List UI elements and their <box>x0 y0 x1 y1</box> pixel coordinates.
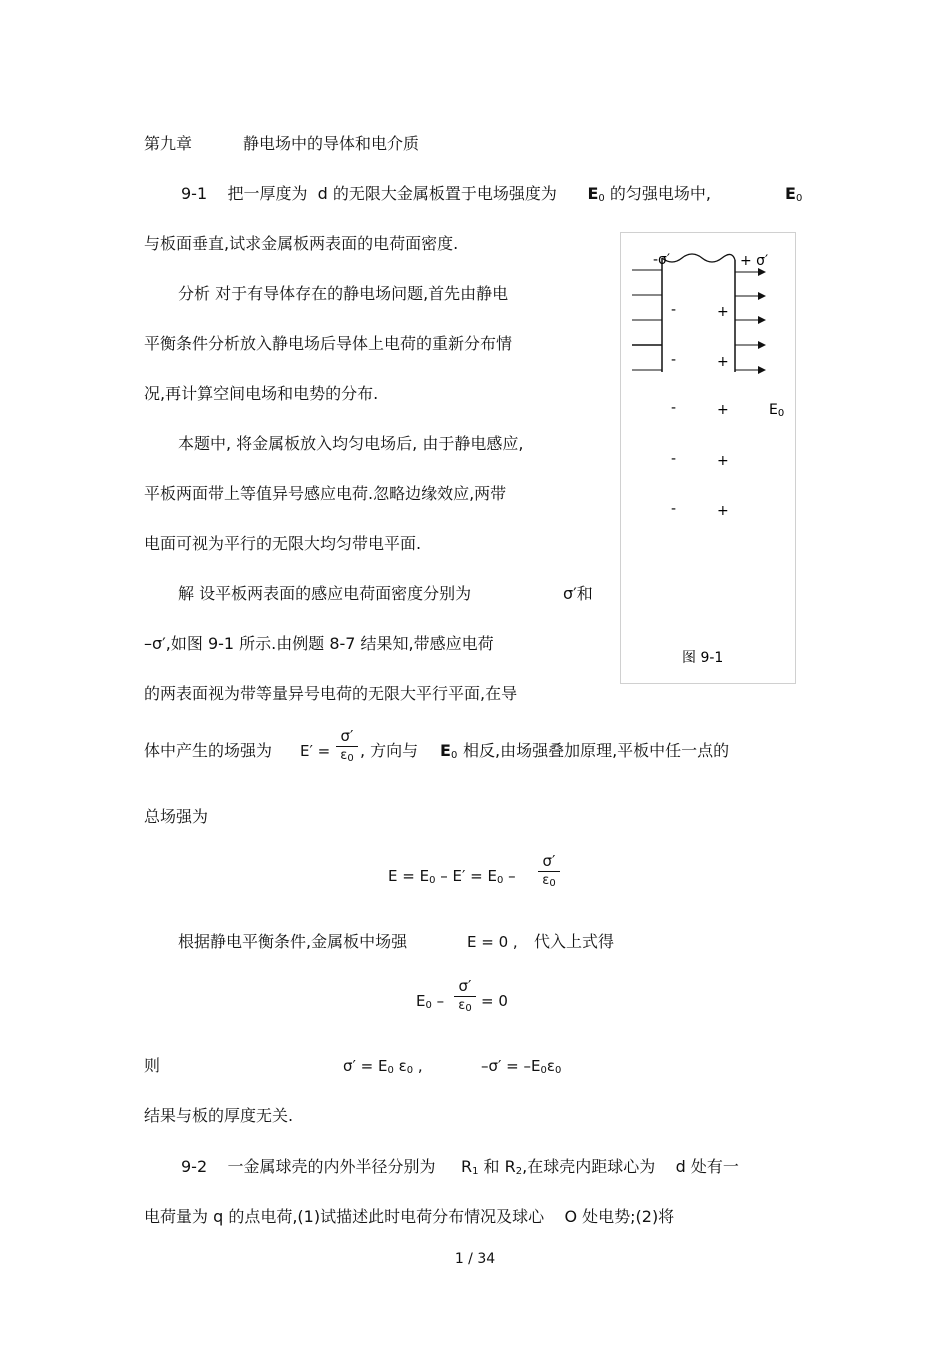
condition-line: 根据静电平衡条件,金属板中场强 <box>178 932 408 951</box>
sub-zero: 0 <box>549 878 556 889</box>
analysis-line: 平衡条件分析放入静电场后导体上电荷的重新分布情 <box>144 334 513 353</box>
var-E: E <box>785 184 796 203</box>
sub-zero: 0 <box>347 753 354 764</box>
sub-one: 1 <box>472 1166 479 1177</box>
solution-line: 相反,由场强叠加原理,平板中任一点的 <box>463 741 730 760</box>
fraction-bar <box>538 871 560 872</box>
chapter-label: 第九章 <box>144 134 193 153</box>
var-E0 <box>785 184 802 209</box>
minus-sign: - <box>671 451 677 467</box>
epsilon: ε <box>546 1057 555 1075</box>
sub-zero: 0 <box>540 1065 547 1076</box>
then-expr-1 <box>343 1056 423 1081</box>
solution-line: 解 设平板两表面的感应电荷面密度分别为 <box>178 584 472 603</box>
sub-zero: 0 <box>387 1065 394 1076</box>
sub-zero: 0 <box>406 1065 414 1076</box>
figure-9-1 <box>620 232 796 684</box>
eq-mid: – E′ = E <box>435 867 497 885</box>
label-minus-sigma: -σ′ <box>653 252 671 268</box>
var-R: R <box>460 1157 473 1176</box>
sub-zero: 0 <box>598 193 605 204</box>
fraction-sigma-eps <box>538 852 560 892</box>
and-text: 和 <box>483 1157 500 1176</box>
var-R: R <box>504 1157 516 1176</box>
chapter-title: 静电场中的导体和电介质 <box>243 134 420 153</box>
expr: σ′ = E <box>343 1057 388 1075</box>
plus-sign: + <box>717 503 729 519</box>
comma: , <box>413 1057 423 1075</box>
minus-sign: - <box>671 302 677 318</box>
problem-text: 的无限大金属板置于电场强度为 <box>332 184 557 203</box>
problem-text: 的匀强电场中, <box>609 184 711 203</box>
sub-zero: 0 <box>425 1000 432 1011</box>
var-E: E <box>440 741 451 760</box>
problem-text: 把一厚度为 <box>227 184 308 203</box>
then-expr-2 <box>481 1056 561 1081</box>
solution-line: 体中产生的场强为 <box>144 741 273 760</box>
minus-sign: - <box>671 501 677 517</box>
numerator: σ′ <box>458 977 472 995</box>
solution-line: 总场强为 <box>144 807 209 826</box>
var-E: E <box>587 184 599 203</box>
sub-zero: 0 <box>795 193 803 204</box>
var-d: d <box>675 1157 686 1176</box>
var-E0 <box>440 741 457 766</box>
equation-2 <box>416 991 444 1016</box>
figure-caption: 图 9-1 <box>682 650 724 666</box>
fraction-bar <box>336 746 358 747</box>
sub-zero: 0 <box>465 1003 472 1014</box>
numerator: σ′ <box>340 727 354 745</box>
eq-lhs: E = E <box>388 867 430 885</box>
problem-text: ,在球壳内距球心为 <box>522 1157 656 1176</box>
epsilon: ε <box>340 748 348 763</box>
plus-sign: + <box>717 354 729 370</box>
plate-top-wavy <box>662 254 735 262</box>
problem-text: 处有一 <box>690 1157 739 1176</box>
denominator <box>336 748 358 767</box>
minus-sign: - <box>671 400 677 416</box>
solution-line: 的两表面视为带等量异号电荷的无限大平行平面,在导 <box>144 684 518 703</box>
plus-sign: + <box>717 304 729 320</box>
eq-tail: – <box>503 867 516 885</box>
then-label: 则 <box>144 1056 161 1075</box>
label-E-sub: 0 <box>777 408 785 419</box>
solution-line: , 方向与 <box>360 741 419 760</box>
page-number: 1 / 34 <box>454 1251 496 1267</box>
var-O: O <box>564 1207 578 1226</box>
eq-Eprime: E′ = <box>300 742 331 760</box>
problem-9-2 <box>181 1157 739 1182</box>
conclusion: 结果与板的厚度无关. <box>144 1106 294 1125</box>
condition-expr: E = 0 , <box>467 933 518 951</box>
problem-9-1 <box>181 184 711 209</box>
sub-zero: 0 <box>450 750 458 761</box>
plus-sign: + <box>717 402 729 418</box>
problem-text: 一金属球壳的内外半径分别为 <box>227 1157 436 1176</box>
epsilon: ε <box>393 1057 407 1075</box>
expr: –σ′ = –E <box>481 1057 541 1075</box>
problem-line: 与板面垂直,试求金属板两表面的电荷面密度. <box>144 234 459 253</box>
fraction-sigma-eps <box>454 977 476 1017</box>
denominator <box>538 873 560 892</box>
var-d: d <box>317 184 328 203</box>
label-E: E <box>769 402 778 418</box>
eq-tail: – <box>431 992 445 1010</box>
solution-sigma: σ′和 <box>563 584 593 603</box>
eq-lhs: E <box>416 992 426 1010</box>
sub-zero: 0 <box>429 875 436 886</box>
plus-sign: + <box>717 453 729 469</box>
eq-rhs: = 0 <box>481 992 508 1010</box>
problem-text: 处电势;(2)将 <box>582 1207 675 1226</box>
minus-sign: - <box>671 352 677 368</box>
epsilon: ε <box>542 873 550 888</box>
sub-zero: 0 <box>554 1065 562 1076</box>
problem-line <box>144 1207 674 1227</box>
analysis-line: 本题中, 将金属板放入均匀电场后, 由于静电感应, <box>178 434 524 453</box>
condition-line: 代入上式得 <box>534 932 615 951</box>
epsilon: ε <box>458 998 466 1013</box>
sub-two: 2 <box>515 1166 523 1177</box>
sub-zero: 0 <box>496 875 504 886</box>
equation-1 <box>388 866 516 891</box>
numerator: σ′ <box>542 852 556 870</box>
label-plus-sigma: + σ′ <box>740 253 769 269</box>
fraction-sigma-eps <box>336 727 358 767</box>
analysis-line: 况,再计算空间电场和电势的分布. <box>144 384 379 403</box>
analysis-line: 分析 对于有导体存在的静电场问题,首先由静电 <box>178 284 509 303</box>
fraction-bar <box>454 996 476 997</box>
analysis-line: 电面可视为平行的无限大均匀带电平面. <box>144 534 422 553</box>
solution-line: –σ′,如图 9-1 所示.由例题 8-7 结果知,带感应电荷 <box>144 634 494 653</box>
label-E0 <box>769 402 784 419</box>
problem-text: 电荷量为 q 的点电荷,(1)试描述此时电荷分布情况及球心 <box>144 1207 545 1226</box>
analysis-line: 平板两面带上等值异号感应电荷.忽略边缘效应,两带 <box>144 484 507 503</box>
problem-number: 9-2 <box>181 1157 208 1176</box>
denominator <box>454 998 476 1017</box>
problem-number: 9-1 <box>181 184 208 203</box>
